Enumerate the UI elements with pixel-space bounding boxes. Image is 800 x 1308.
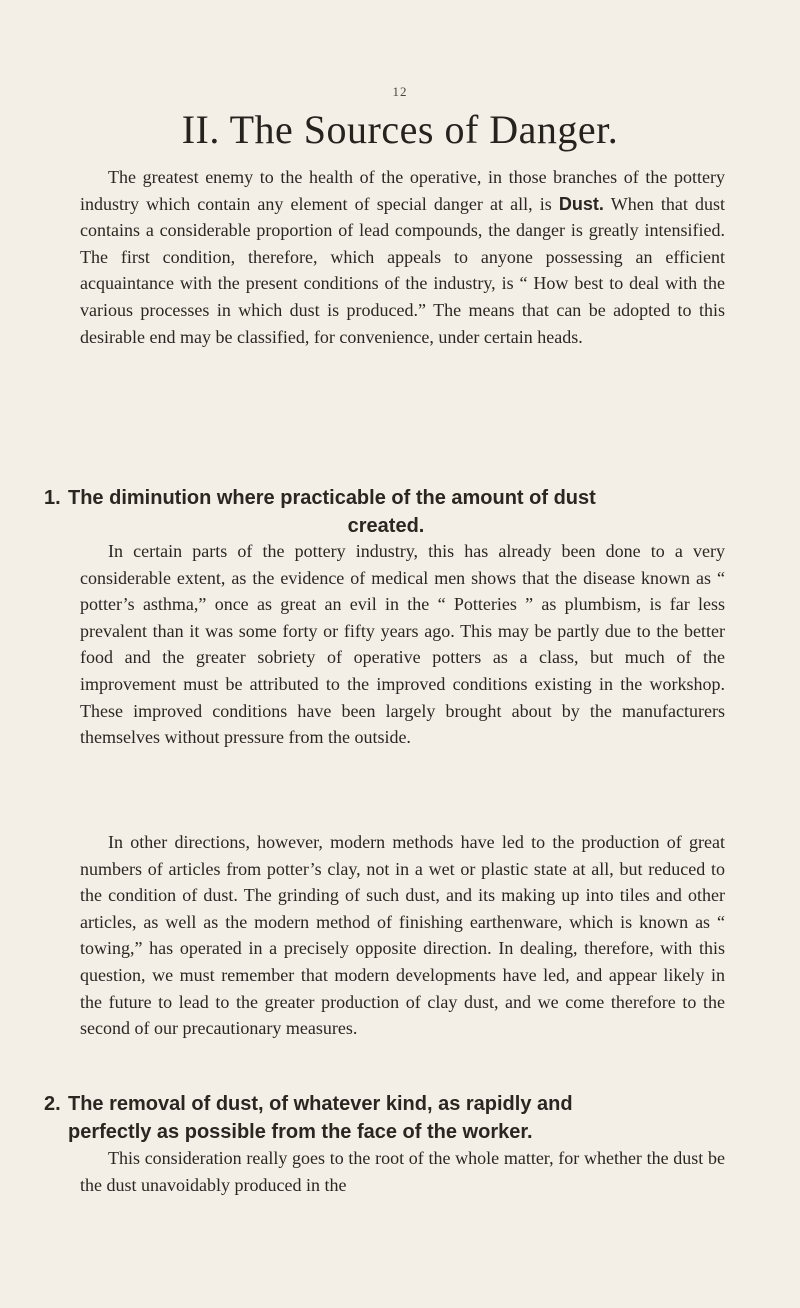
section-2-number: 2.: [44, 1093, 61, 1115]
section-1-heading-line1: The diminution where practicable of the amount of dust: [68, 487, 596, 509]
section-2-heading: [44, 1090, 728, 1146]
page-number: 12: [392, 84, 408, 99]
section-1-heading-line2: created.: [347, 515, 425, 537]
intro-text-end: When that dust contains a considerable proportion of lead compounds, the danger is greatly intensified. The first condition, therefore, which appeals to anyone possessing an efficient acquaintance with the present conditions of the industry, is “ How best to deal with the various processes in which dust is produced.” The means that can be adopted to this desirable end may be classified, for convenience, under certain heads.: [80, 193, 725, 347]
section-2-heading-line1: The removal of dust, of whatever kind, as rapidly and: [68, 1093, 573, 1115]
page-title: II. The Sources of Danger.: [181, 107, 619, 152]
section-1-heading: [44, 484, 728, 540]
section-1-paragraph-2: In other directions, however, modern methods have led to the production of great numbers of articles from potter’s clay, not in a wet or plastic state at all, but reduced to the condition of dust. The grinding of such dust, and its making up into tiles and other articles, as well as the modern method of finishing earthenware, which is known as “ towing,” has operated in a precisely opposite direction. In dealing, therefore, with this question, we must remember that modern developments have led, and appear likely in the future to lead to the greater production of clay dust, and we come therefore to the second of our precautionary measures.: [80, 832, 725, 1039]
section-1-number: 1.: [44, 487, 61, 509]
intro-paragraph: [80, 164, 725, 350]
intro-text-start: The greatest enemy to the health of the operative, in those branches of the pottery industry which contain any element of special danger at all, is: [80, 167, 725, 214]
section-2-paragraph-1: This consideration really goes to the root of the whole matter, for whether the dust be the dust unavoidably produced in the: [80, 1148, 725, 1195]
section-1-paragraph-1: In certain parts of the pottery industry, this has already been done to a very considerable extent, as the evidence of medical men shows that the disease known as “ potter’s asthma,” once as great an evil in the “ Potteries ” as plumbism, is far less prevalent than it was some forty or fifty years ago. This may be partly due to the better food and the greater sobriety of operative potters as a class, but much of the improvement must be attributed to the improved conditions existing in the workshop. These improved conditions have been largely brought about by the manufacturers themselves without pressure from the outside.: [80, 541, 725, 748]
section-2-heading-line2: perfectly as possible from the face of the worker.: [68, 1121, 533, 1143]
intro-bold-term: Dust.: [558, 193, 604, 214]
